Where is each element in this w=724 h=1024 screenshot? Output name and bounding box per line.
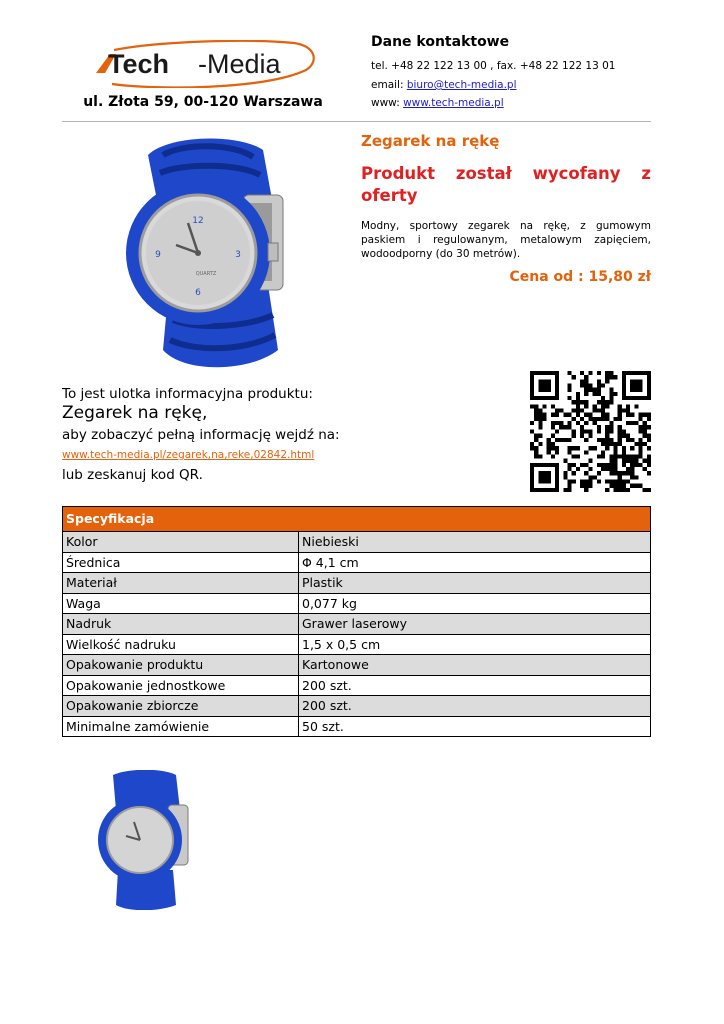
spec-row <box>63 675 651 696</box>
spec-row <box>63 573 651 594</box>
www-line <box>371 97 504 109</box>
info-scan-qr: lub zeskanuj kod QR. <box>62 467 203 483</box>
spec-row <box>63 552 651 573</box>
product-thumbnail-watch <box>88 770 200 910</box>
spec-value: 200 szt. <box>299 696 651 717</box>
spec-label: Nadruk <box>63 614 299 635</box>
info-product-name: Zegarek na rękę, <box>62 403 208 423</box>
spec-label: Minimalne zamówienie <box>63 716 299 737</box>
spec-row <box>63 655 651 676</box>
spec-row <box>63 716 651 737</box>
watch-dial-label: QUARTZ <box>195 271 217 277</box>
spec-label: Waga <box>63 593 299 614</box>
product-description <box>361 219 651 261</box>
spec-label: Materiał <box>63 573 299 594</box>
product-price: Cena od : 15,80 zł <box>509 269 651 285</box>
status-line-2: oferty <box>361 186 418 205</box>
svg-text:12: 12 <box>192 216 204 226</box>
spec-row <box>63 634 651 655</box>
info-instruction: aby zobaczyć pełną informację wejdź na: <box>62 427 340 443</box>
spec-value: 200 szt. <box>299 675 651 696</box>
company-address: ul. Złota 59, 00-120 Warszawa <box>83 94 323 110</box>
spec-header: Specyfikacja <box>63 507 651 532</box>
svg-text:9: 9 <box>155 250 161 260</box>
www-link[interactable]: www.tech-media.pl <box>403 97 504 109</box>
email-label: email: <box>371 79 407 91</box>
spec-value: 50 szt. <box>299 716 651 737</box>
spec-row <box>63 532 651 553</box>
spec-header-row <box>63 507 651 532</box>
spec-value: Niebieski <box>299 532 651 553</box>
desc-line-1: Modny, sportowy zegarek na rękę, z gumowym <box>361 220 651 232</box>
spec-value: 1,5 x 0,5 cm <box>299 634 651 655</box>
spec-label: Opakowanie zbiorcze <box>63 696 299 717</box>
spec-label: Wielkość nadruku <box>63 634 299 655</box>
product-status <box>361 163 651 207</box>
spec-table <box>62 506 651 737</box>
product-image-watch <box>88 135 333 370</box>
logo-text-tech: Tech <box>108 49 170 79</box>
status-line-1: Produkt został wycofany z <box>361 164 651 183</box>
spec-value: Plastik <box>299 573 651 594</box>
desc-line-2: paskiem i regulowanym, metalowym zapięciem, <box>361 234 651 246</box>
spec-label: Opakowanie produktu <box>63 655 299 676</box>
phone-fax-line: tel. +48 22 122 13 00 , fax. +48 22 122 13 01 <box>371 60 616 72</box>
svg-text:3: 3 <box>235 250 241 260</box>
product-page-link[interactable]: www.tech-media.pl/zegarek,na,reke,02842.html <box>62 449 315 461</box>
contact-title: Dane kontaktowe <box>371 34 510 50</box>
spec-value: Kartonowe <box>299 655 651 676</box>
spec-label: Opakowanie jednostkowe <box>63 675 299 696</box>
desc-line-3: wodoodporny (do 30 metrów). <box>361 248 521 260</box>
spec-row <box>63 614 651 635</box>
header-divider <box>62 121 651 122</box>
spec-value: Φ 4,1 cm <box>299 552 651 573</box>
spec-label: Średnica <box>63 552 299 573</box>
spec-label: Kolor <box>63 532 299 553</box>
info-intro: To jest ulotka informacyjna produktu: <box>62 386 313 402</box>
email-link[interactable]: biuro@tech-media.pl <box>406 79 517 91</box>
svg-text:6: 6 <box>195 288 201 298</box>
email-line <box>371 79 517 91</box>
spec-row <box>63 593 651 614</box>
spec-value: 0,077 kg <box>299 593 651 614</box>
logo-text-media: -Media <box>198 49 281 79</box>
www-label: www: <box>371 97 404 109</box>
spec-value: Grawer laserowy <box>299 614 651 635</box>
product-name: Zegarek na rękę <box>361 132 500 150</box>
qr-code[interactable] <box>530 371 651 492</box>
tech-media-logo[interactable] <box>94 40 318 88</box>
spec-row <box>63 696 651 717</box>
